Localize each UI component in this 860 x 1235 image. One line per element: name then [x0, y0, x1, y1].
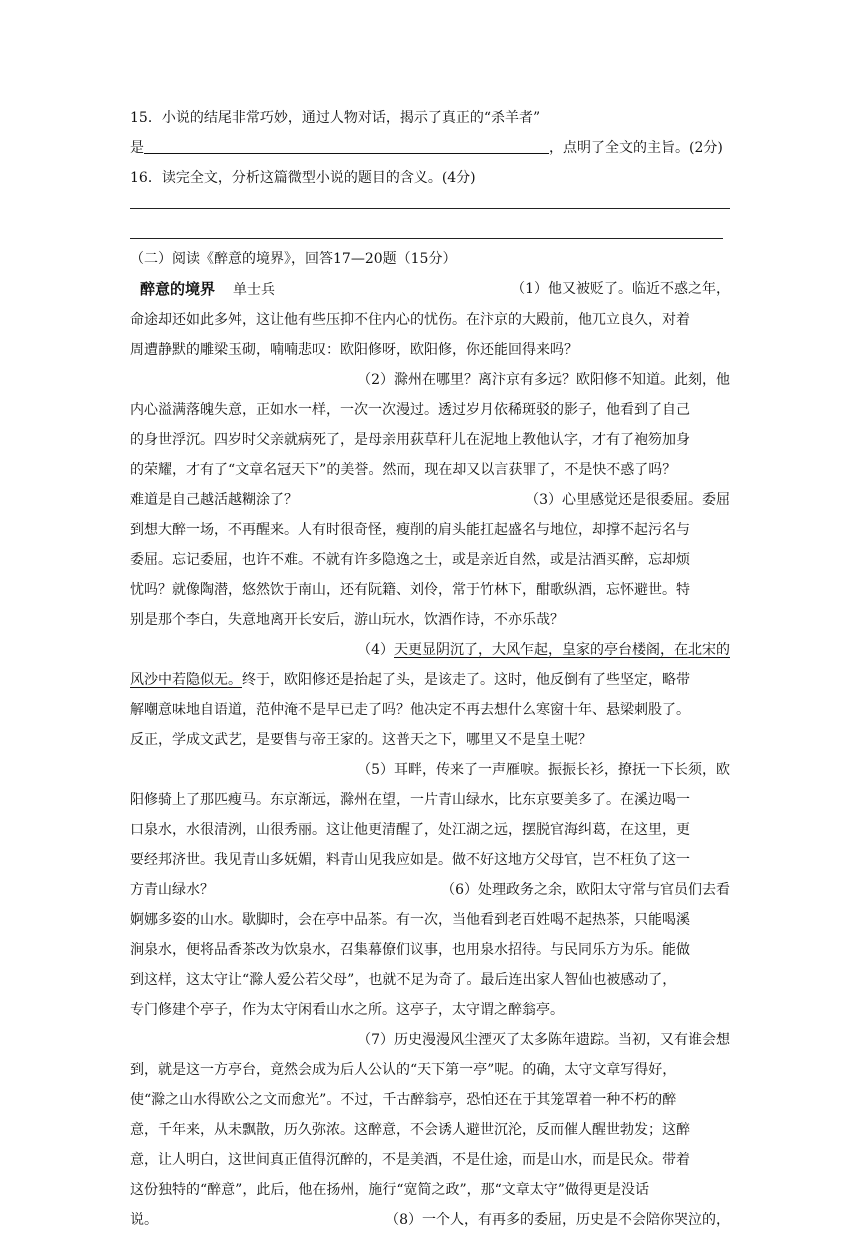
article-line: 的荣耀，才有了“文章名冠天下”的美誉。然而，现在却又以言获罪了，不是快不惑了吗？: [130, 462, 677, 478]
paragraph-8-start: （8）一个人，有再多的委屈，历史是不会陪你哭泣的，: [385, 1212, 730, 1228]
paragraph-4-number: （4）: [357, 642, 394, 658]
answer-blank-15[interactable]: [144, 137, 549, 154]
question-15-line-2: [130, 133, 730, 163]
article-line: 使“滁之山水得欧公之文而愈光”。不过，千古醉翁亭，恐怕还在于其笼罩着一种不朽的醉: [130, 1092, 677, 1108]
article-line: 口泉水，水很清洌，山很秀丽。这让他更清醒了，处江湖之远，摆脱官海纠葛，在这里，更: [130, 822, 690, 838]
paragraph-3-start: （3）心里感觉还是很委屈。委屈: [525, 492, 730, 508]
article-line: [130, 485, 730, 515]
article-line: 委屈。忘记委屈，也许不难。不就有许多隐逸之士，或是亲近自然，或是沽酒买醉，忘却烦: [130, 552, 690, 568]
question-15-prefix: 是: [130, 140, 144, 156]
article-line: 要经邦济世。我见青山多妩媚，料青山见我应如是。做不好这地方父母官，岂不枉负了这一: [130, 852, 690, 868]
underlined-sentence: 天更显阴沉了，大风乍起，皇家的亭台楼阁，在北宋的: [394, 642, 730, 658]
question-15-line-1: [130, 103, 730, 133]
question-15-suffix: ，点明了全文的主旨。(2分): [549, 140, 723, 156]
article-line: 的身世浮沉。四岁时父亲就病死了，是母亲用荻草秆儿在泥地上教他认字，才有了袍笏加身: [130, 432, 690, 448]
article-line-part: 说。: [130, 1212, 158, 1228]
article-line: 婀娜多姿的山水。歇脚时，会在亭中品茶。有一次，当他看到老百姓喝不起热茶，只能喝溪: [130, 912, 690, 928]
article-line: （5）耳畔，传来了一声雁唳。振振长衫，撩抚一下长须，欧: [357, 762, 730, 778]
article-line: 内心溢满落魄失意，正如水一样，一次一次漫过。透过岁月依稀斑驳的影子，他看到了自己: [130, 402, 690, 418]
article-line: [130, 274, 730, 305]
article-line: 到想大醉一场，不再醒来。人有时很奇怪，瘦削的肩头能扛起盛名与地位，却撑不起污名与: [130, 522, 690, 538]
answer-line-16-2[interactable]: [130, 238, 723, 239]
paragraph-6-start: （6）处理政务之余，欧阳太守常与官员们去看: [441, 882, 730, 898]
underlined-sentence: 风沙中若隐似无。: [130, 672, 242, 688]
article-line: （7）历史漫漫风尘湮灭了太多陈年遗踪。当初，又有谁会想: [357, 1032, 730, 1048]
section-heading: [130, 244, 730, 274]
article-line: 解嘲意味地自语道，范仲淹不是早已走了吗？他决定不再去想什么寒窗十年、悬梁刺股了。: [130, 702, 690, 718]
article-line: 反正，学成文武艺，是要售与帝王家的。这普天之下，哪里又不是皇土呢？: [130, 732, 592, 748]
article-title: 醉意的境界: [140, 280, 216, 298]
article-line: 意，千年来，从未飘散，历久弥浓。这醉意，不会诱人避世沉沦，反而催人醒世勃发；这醉: [130, 1122, 690, 1138]
question-16-text: 16．读完全文，分析这篇微型小说的题目的含义。(4分): [130, 170, 476, 186]
article-line: 周遭静默的雕梁玉砌，喃喃悲叹：欧阳修呀，欧阳修，你还能回得来吗？: [130, 342, 578, 358]
article-line: 专门修建个亭子，作为太守闲看山水之所。这亭子，太守谓之醉翁亭。: [130, 1002, 564, 1018]
article-line-part: 难道是自己越活越糊涂了？: [130, 492, 298, 508]
article-line: 涧泉水，便将品香茶改为饮泉水，召集幕僚们议事，也用泉水招待。与民同乐方为乐。能做: [130, 942, 690, 958]
article-line: 到，就是这一方亭台，竟然会成为后人公认的“天下第一亭”呢。的确，太守文章写得好，: [130, 1062, 677, 1078]
paragraph-1-start: （1）他又被贬了。临近不惑之年，: [511, 281, 730, 297]
article-line: 忧吗？就像陶潜，悠然饮于南山，还有阮籍、刘伶，常于竹林下，酣歌纵酒，忘怀避世。特: [130, 582, 690, 598]
article-line: （2）滁州在哪里？离汴京有多远？欧阳修不知道。此刻，他: [357, 372, 730, 388]
article-line: [130, 665, 730, 695]
article-line: [130, 1205, 730, 1235]
article-line: [130, 635, 730, 665]
article-line-part: 终于，欧阳修还是抬起了头，是该走了。这时，他反倒有了些坚定，略带: [242, 672, 690, 688]
article-author: 单士兵: [233, 282, 276, 298]
article-body: [130, 274, 730, 1235]
article-line: 这份独特的“醉意”，此后，他在扬州，施行“宽简之政”，那“文章太守”做得更是没话: [130, 1182, 649, 1198]
article-line: [130, 875, 730, 905]
article-line: 到这样，这太守让“滁人爱公若父母”，也就不足为奇了。最后连出家人智仙也被感动了，: [130, 972, 677, 988]
article-line: 命途却还如此多舛，这让他有些压抑不住内心的忧伤。在汴京的大殿前，他兀立良久，对着: [130, 312, 690, 328]
article-line: 意，让人明白，这世间真正值得沉醉的，不是美酒，不是仕途，而是山水，而是民众。带着: [130, 1152, 690, 1168]
section-heading-text: （二）阅读《醉意的境界》，回答17—20题（15分）: [130, 251, 457, 267]
article-line: 阳修骑上了那匹瘦马。东京渐远，滁州在望，一片青山绿水，比东京要美多了。在溪边喝一: [130, 792, 690, 808]
article-line-part: 方青山绿水？: [130, 882, 214, 898]
exam-page: [130, 100, 730, 1235]
question-16-line: [130, 163, 730, 193]
question-15-text: 15．小说的结尾非常巧妙，通过人物对话，揭示了真正的“杀羊者”: [130, 110, 541, 126]
article-line: 别是那个李白，失意地离开长安后，游山玩水，饮酒作诗，不亦乐哉？: [130, 612, 564, 628]
